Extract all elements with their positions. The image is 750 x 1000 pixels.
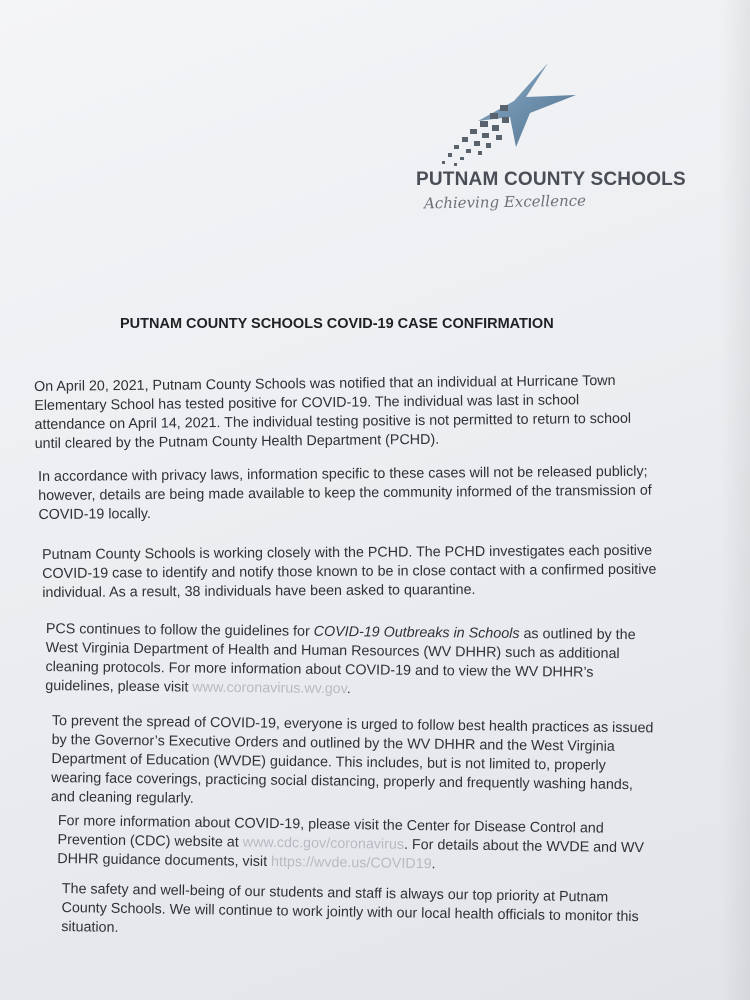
paragraph-text: . [346,681,351,698]
page-title: PUTNAM COUNTY SCHOOLS COVID-19 CASE CONFIRMATION [120,316,554,332]
page-edge-shadow [720,0,750,1000]
tagline: Achieving Excellence [423,191,587,213]
paragraph-text: . [431,856,436,873]
star-logo-icon [430,55,590,170]
paragraph-text: . For details about the WVDE and WV DHHR guidance documents, visit [57,836,645,870]
paragraph-text: On April 20, 2021, Putnam County Schools was notified that an individual at Hurricane Town Elementary School has tested positive for COVID-19. The individual was last in school attendance on April 14, 2021. The individual testing positive is not permitted to return to school until cleared by the Putnam County Health Department (PCHD). [34,372,632,452]
paragraph-text: To prevent the spread of COVID-19, everyone is urged to follow best health practices as issued by the Governor’s Executive Orders and outlined by the WV DHHR and the West Virginia Department of Education (WVDE) guidance. This includes, but is not limited to, properly wearing face coverings, practicing social distancing, properly and frequently washing hands, and cleaning regularly. [50,712,654,807]
paragraph-text: PCS continues to follow the guidelines for [45,620,314,640]
paragraph-pchd [42,542,658,603]
guideline-title: COVID-19 Outbreaks in Schools [313,623,520,642]
paragraph-closing [61,880,652,946]
paragraph-text: The safety and well-being of our students and staff is always our top priority at Putnam County Schools. We will continue to work jointly with our local health officials to monitor this situation. [61,880,639,936]
paragraph-prevention [51,712,656,814]
wv-coronavirus-link[interactable]: www.coronavirus.wv.gov [192,679,347,698]
org-name: PUTNAM COUNTY SCHOOLS [416,169,686,190]
paragraph-text: as outlined by the West Virginia Department of Health and Human Resources (WV DHHR) such as additional cleaning protocols. For more information about COVID-19 and to view the WV DHHR’s guidelines, please visit [45,625,636,696]
paragraph-more-info [57,812,658,877]
paragraph-text: In accordance with privacy laws, information specific to these cases will not be released publicly; however, details are being made available to keep the community informed of the transmission of COVID-19 locally. [38,463,652,523]
paragraph-privacy [38,463,658,525]
paragraph-guidelines [45,620,654,702]
wvde-link[interactable]: https://wvde.us/COVID19 [270,853,432,873]
paragraph-notification [34,372,645,454]
letterhead [400,55,690,225]
cdc-link[interactable]: www.cdc.gov/coronavirus [242,834,405,853]
paragraph-text: For more information about COVID-19, please visit the Center for Disease Control and Prevention (CDC) website at [57,812,604,851]
paragraph-text: Putnam County Schools is working closely with the PCHD. The PCHD investigates each positive COVID-19 case to identify and notify those known to be in close contact with a confirmed positive individual. As a result, 38 individuals have been asked to quarantine. [42,542,657,601]
